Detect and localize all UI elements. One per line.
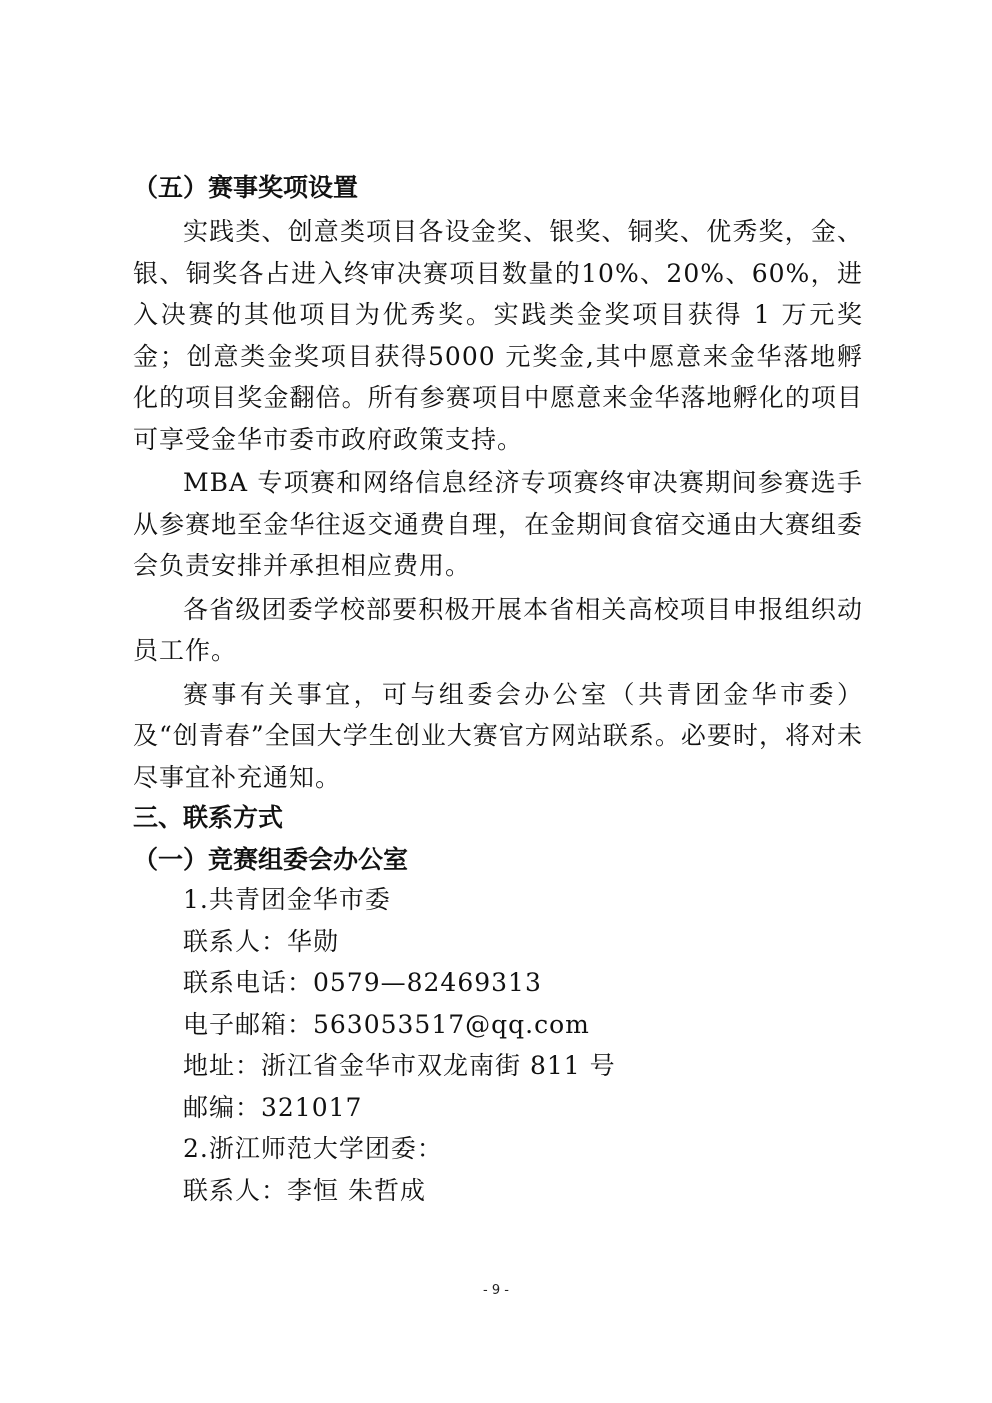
contact-person-1: 联系人：华勋 (183, 926, 340, 956)
section-three-subtitle: （一）竞赛组委会办公室 (133, 845, 409, 874)
page-number: - 9 - (483, 1283, 509, 1298)
contact-address: 地址：浙江省金华市双龙南街 811 号 (183, 1051, 616, 1080)
contact-list (133, 879, 863, 1211)
contact-email: 电子邮箱：563053517@qq.com (183, 1009, 590, 1039)
contact-postcode: 邮编：321017 (183, 1092, 363, 1122)
paragraph-organization: 各省级团委学校部要积极开展本省相关高校项目申报组织动员工作。 (133, 594, 863, 665)
contact-org-2: 2.浙江师范大学团委： (183, 1134, 443, 1163)
paragraph-travel: MBA 专项赛和网络信息经济专项赛终审决赛期间参赛选手从参赛地至金华往返交通费自理，在金期间食宿交通由大赛组委会负责安排并承担相应费用。 (133, 468, 863, 580)
section-five (133, 168, 863, 208)
section-three-title: 三、联系方式 (133, 803, 284, 832)
contact-org-1: 1.共青团金华市委 (183, 885, 391, 914)
section-five-title: （五）赛事奖项设置 (133, 173, 359, 202)
section-five-body (133, 211, 863, 798)
contact-phone: 联系电话：0579—82469313 (183, 968, 542, 997)
paragraph-contact-note: 赛事有关事宜，可与组委会办公室（共青团金华市委）及“创青春”全国大学生创业大赛官方网站联系。必要时，将对未尽事宜补充通知。 (133, 679, 863, 792)
section-three (133, 798, 863, 880)
paragraph-awards: 实践类、创意类项目各设金奖、银奖、铜奖、优秀奖，金、银、铜奖各占进入终审决赛项目数量的10%、20%、60%，进入决赛的其他项目为优秀奖。实践类金奖项目获得 1 万元奖金；创意类金奖项目获得5000 元奖金,其中愿意来金华落地孵化的项目奖金翻倍。所有参赛项目中愿意来金华落地孵化的项目可享受金华市委市政府政策支持。 (133, 217, 863, 454)
contact-person-2: 联系人：李恒 朱哲成 (183, 1175, 426, 1205)
